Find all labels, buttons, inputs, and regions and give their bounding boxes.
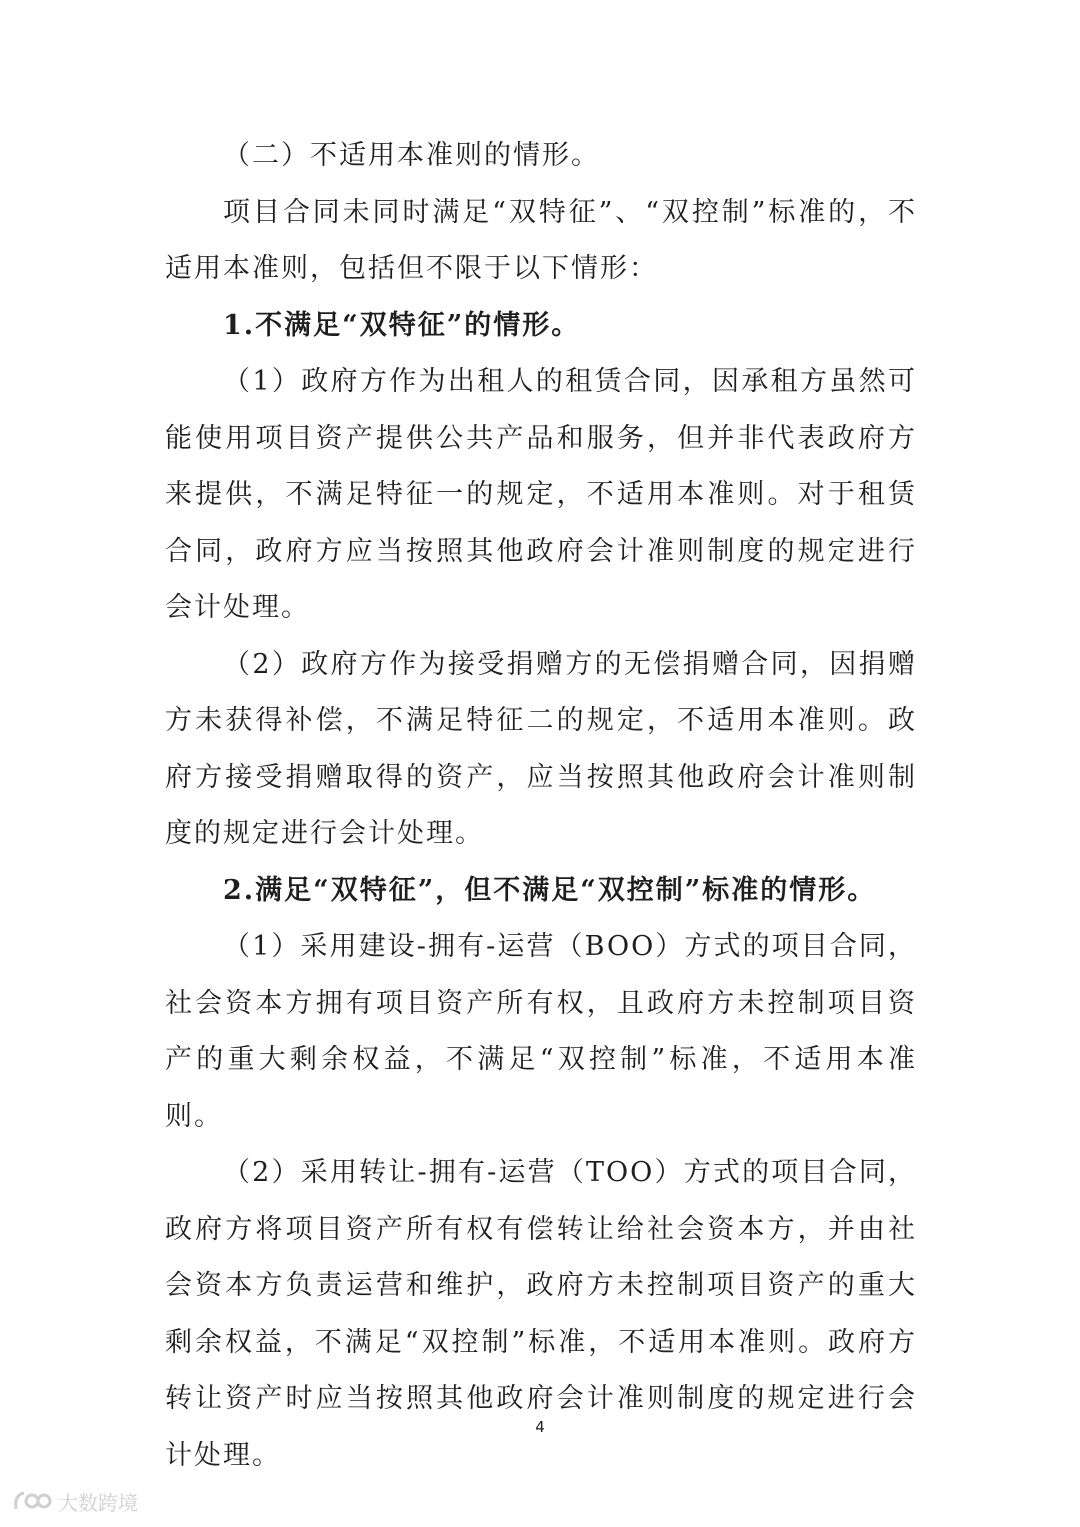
page-number: 4 <box>535 1418 545 1436</box>
paragraph-lease-contract: （1）政府方作为出租人的租赁合同，因承租方虽然可能使用项目资产提供公共产品和服务，但并非代表政府方来提供，不满足特征一的规定，不适用本准则。对于租赁合同，政府方应当按照其他政府会计准则制度的规定进行会计处理。 <box>165 366 917 623</box>
paragraph-intro: 项目合同未同时满足“双特征”、“双控制”标准的，不适用本准则，包括但不限于以下情形： <box>165 196 917 284</box>
paragraph-too: （2）采用转让-拥有-运营（TOO）方式的项目合同，政府方将项目资产所有权有偿转让给社会资本方，并由社会资本方负责运营和维护，政府方未控制项目资产的重大剩余权益，不满足“双控制”标准，不适用本准则。政府方转让资产时应当按照其他政府会计准则制度的规定进行会计处理。 <box>165 1157 917 1471</box>
document-body <box>165 128 917 1484</box>
paragraph-subheading-1: 1.不满足“双特征”的情形。 <box>223 309 581 341</box>
paragraph-heading-2: （二）不适用本准则的情形。 <box>223 140 600 171</box>
paragraph-donation-contract: （2）政府方作为接受捐赠方的无偿捐赠合同，因捐赠方未获得补偿，不满足特征二的规定，不适用本准则。政府方接受捐赠取得的资产，应当按照其他政府会计准则制度的规定进行会计处理。 <box>165 648 917 849</box>
logo-icon <box>12 1489 52 1513</box>
watermark-text: 大数跨境 <box>58 1490 138 1515</box>
watermark <box>12 1486 138 1516</box>
paragraph-subheading-2: 2.满足“双特征”，但不满足“双控制”标准的情形。 <box>223 874 877 906</box>
paragraph-boo: （1）采用建设-拥有-运营（BOO）方式的项目合同，社会资本方拥有项目资产所有权，且政府方未控制项目资产的重大剩余权益，不满足“双控制”标准，不适用本准则。 <box>165 931 917 1132</box>
